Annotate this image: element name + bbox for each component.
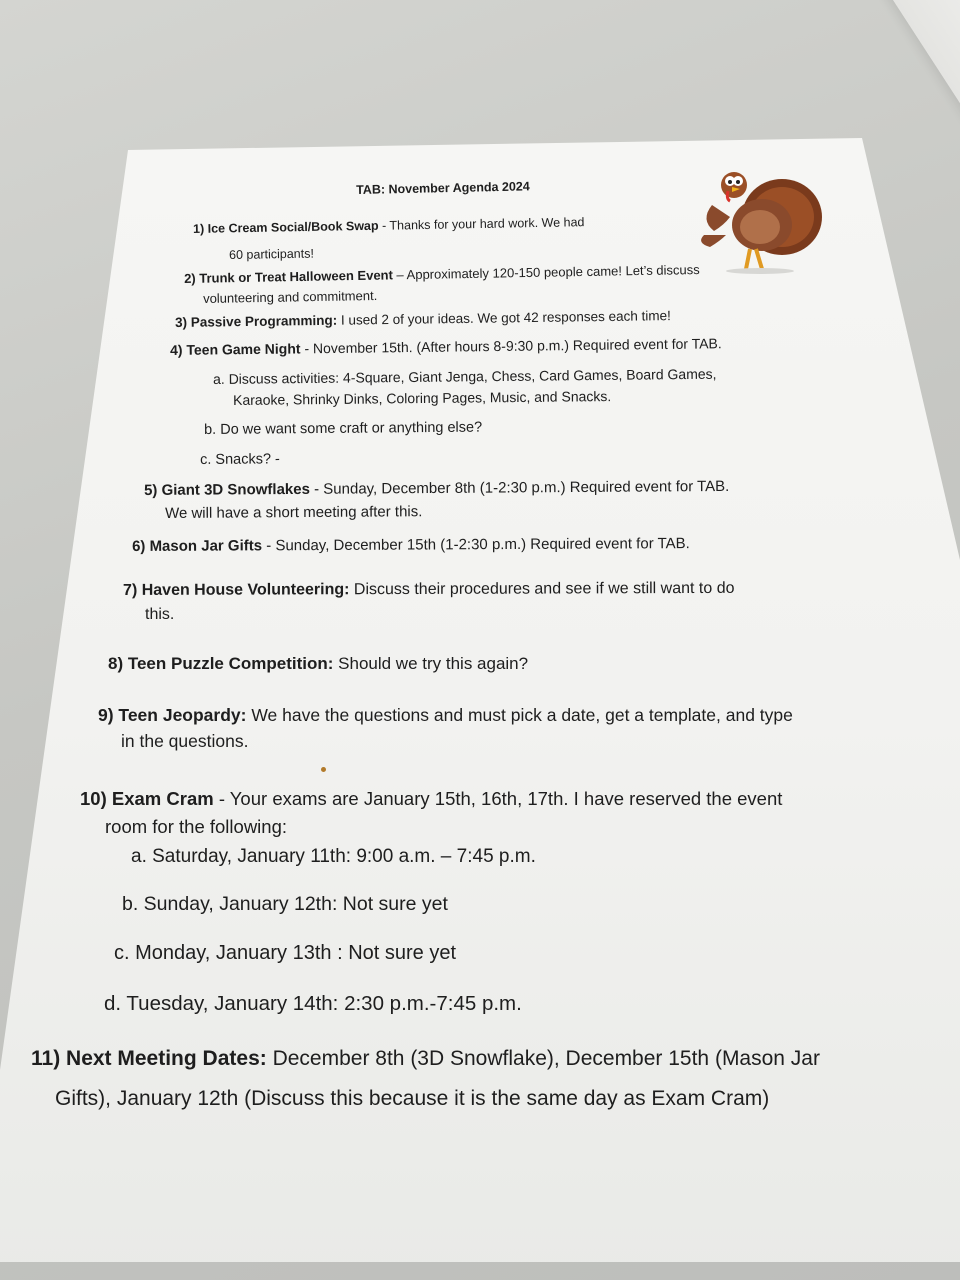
- agenda-item-9-line-1: 9) Teen Jeopardy: We have the questions and must pick a date, get a template, and type: [98, 705, 793, 725]
- agenda-item-10c: c. Monday, January 13th : Not sure yet: [114, 942, 457, 964]
- agenda-item-9-line-2: in the questions.: [121, 731, 249, 751]
- agenda-item-1-line-2: 60 participants!: [228, 246, 314, 262]
- agenda-item-2-line-1: 2) Trunk or Treat Halloween Event – Approximately 120-150 people came! Let’s discuss: [183, 262, 700, 286]
- agenda-item-4a-line-2: Karaoke, Shrinky Dinks, Coloring Pages, Music, and Snacks.: [232, 388, 612, 408]
- agenda-item-5-line-1: 5) Giant 3D Snowflakes - Sunday, December 8th (1-2:30 p.m.) Required event for TAB.: [143, 477, 730, 499]
- agenda-item-7-line-2: this.: [145, 606, 175, 623]
- stain-mark: [321, 767, 326, 772]
- agenda-item-10-line-2: room for the following:: [105, 816, 288, 837]
- agenda-item-4a-line-1: a. Discuss activities: 4-Square, Giant Jenga, Chess, Card Games, Board Games,: [212, 365, 717, 387]
- agenda-item-1-line-1: 1) Ice Cream Social/Book Swap - Thanks for your hard work. We had: [192, 215, 585, 236]
- agenda-item-4b: b. Do we want some craft or anything else?: [203, 419, 483, 438]
- agenda-item-5-line-2: We will have a short meeting after this.: [164, 503, 423, 522]
- turkey-illustration-icon: [690, 165, 830, 280]
- agenda-item-7-line-1: 7) Haven House Volunteering: Discuss their procedures and see if we still want to do: [122, 579, 735, 599]
- agenda-item-11-line-2: Gifts), January 12th (Discuss this because it is the same day as Exam Cram): [55, 1087, 770, 1110]
- agenda-item-6: 6) Mason Jar Gifts - Sunday, December 15th (1-2:30 p.m.) Required event for TAB.: [131, 535, 690, 555]
- agenda-item-8: 8) Teen Puzzle Competition: Should we try this again?: [108, 654, 529, 673]
- agenda-item-3: 3) Passive Programming: I used 2 of your ideas. We got 42 responses each time!: [174, 308, 671, 330]
- agenda-item-11-line-1: 11) Next Meeting Dates: December 8th (3D Snowflake), December 15th (Mason Jar: [31, 1047, 820, 1070]
- agenda-item-10-line-1: 10) Exam Cram - Your exams are January 15th, 16th, 17th. I have reserved the event: [80, 788, 783, 809]
- agenda-item-2-line-2: volunteering and commitment.: [202, 287, 378, 306]
- agenda-item-10b: b. Sunday, January 12th: Not sure yet: [122, 893, 448, 915]
- agenda-item-4: 4) Teen Game Night - November 15th. (After hours 8-9:30 p.m.) Required event for TAB.: [169, 335, 722, 358]
- agenda-item-4c: c. Snacks? -: [199, 451, 280, 468]
- agenda-item-10d: d. Tuesday, January 14th: 2:30 p.m.-7:45 p.m.: [104, 992, 522, 1015]
- agenda-item-10a: a. Saturday, January 11th: 9:00 a.m. – 7:45 p.m.: [131, 846, 536, 867]
- page-title: TAB: November Agenda 2024: [355, 179, 530, 197]
